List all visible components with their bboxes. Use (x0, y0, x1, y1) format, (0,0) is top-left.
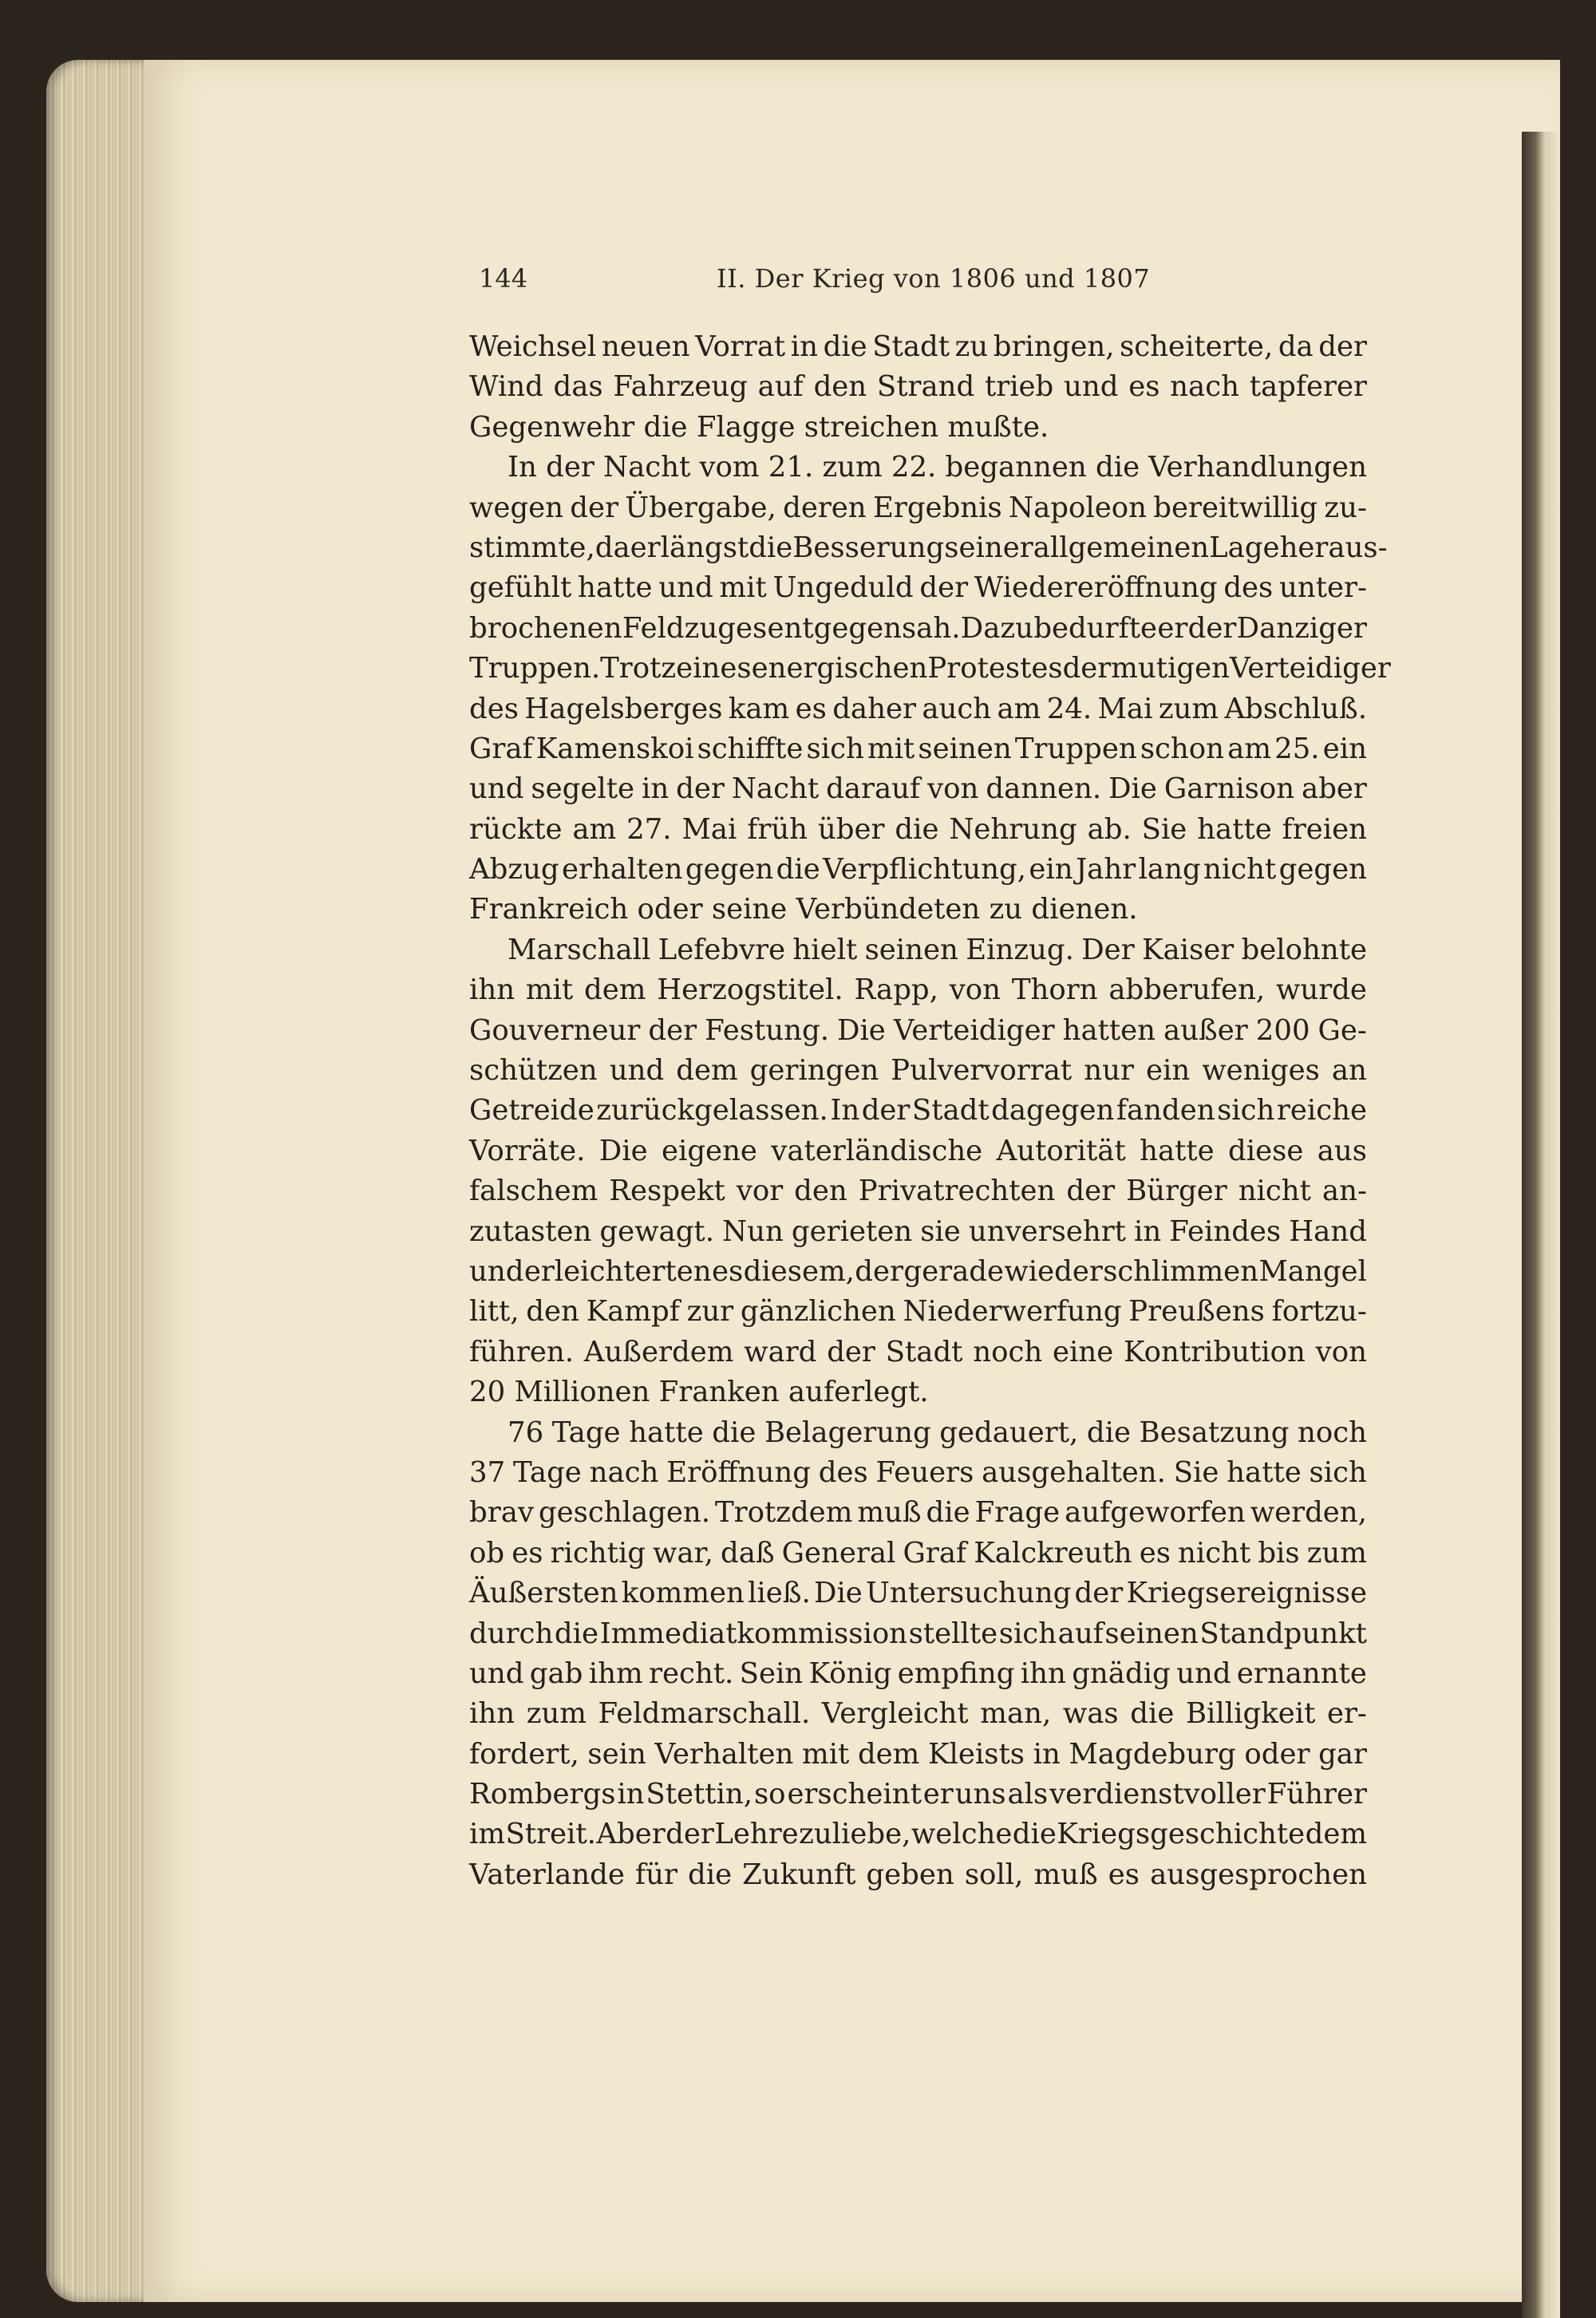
text-line: 20 Millionen Franken auferlegt. (469, 1376, 929, 1409)
text-line: ob es richtig war, daß General Graf Kalckreuth es nicht bis zum (469, 1536, 1367, 1570)
text-line: 37 Tage nach Eröffnung des Feuers ausgehalten. Sie hatte sich (469, 1455, 1367, 1489)
text-line: Vorräte. Die eigene vaterländische Autorität hatte diese aus (469, 1134, 1367, 1167)
text-line: zutasten gewagt. Nun gerieten sie unversehrt in Feindes Hand (469, 1214, 1367, 1248)
text-line: Vaterlande für die Zukunft geben soll, muß es ausgesprochen (469, 1858, 1367, 1891)
text-line: falschem Respekt vor den Privatrechten der Bürger nicht an- (469, 1175, 1367, 1208)
text-line: Graf Kamenskoi schiffte sich mit seinen Truppen schon am 25. ein (469, 732, 1367, 765)
text-line: und segelte in der Nacht darauf von dannen. Die Garnison aber (469, 772, 1367, 806)
text-line: führen. Außerdem ward der Stadt noch eine Kontribution von (469, 1335, 1367, 1368)
text-line: brav geschlagen. Trotzdem muß die Frage aufgeworfen werden, (469, 1496, 1367, 1530)
text-line: brochenen Feldzuges entgegensah. Dazu bedurfte er der Danziger (469, 611, 1367, 645)
text-line: und gab ihm recht. Sein König empfing ihn gnädig und ernannte (469, 1657, 1367, 1690)
text-line: Rombergs in Stettin, so erscheint er uns als verdienstvoller Führer (469, 1778, 1367, 1811)
running-title: II. Der Krieg von 1806 und 1807 (717, 263, 1151, 294)
text-line: im Streit. Aber der Lehre zuliebe, welche die Kriegsgeschichte dem (469, 1818, 1367, 1851)
text-line: gefühlt hatte und mit Ungeduld der Wiedereröffnung des unter- (469, 571, 1367, 605)
text-line: und erleichterten es diesem, der gerade wieder schlimmen Mangel (469, 1254, 1367, 1288)
text-line: Wind das Fahrzeug auf den Strand trieb und es nach tapferer (469, 370, 1367, 404)
text-line: Gouverneur der Festung. Die Verteidiger hatten außer 200 Ge- (469, 1013, 1367, 1047)
text-line: Äußersten kommen ließ. Die Untersuchung der Kriegsereignisse (469, 1577, 1367, 1610)
text-line: wegen der Übergabe, deren Ergebnis Napoleon bereitwillig zu- (469, 491, 1367, 524)
text-line: Gegenwehr die Flagge streichen mußte. (469, 410, 1049, 444)
text-line: ihn mit dem Herzogstitel. Rapp, von Thorn abberufen, wurde (469, 973, 1367, 1007)
page-number: 144 (479, 263, 528, 294)
text-line: schützen und dem geringen Pulvervorrat nur ein weniges an (469, 1054, 1367, 1088)
text-line: 76 Tage hatte die Belagerung gedauert, die Besatzung noch (508, 1416, 1367, 1449)
text-line: fordert, sein Verhalten mit dem Kleists in Magdeburg oder gar (469, 1737, 1367, 1771)
text-line: Abzug erhalten gegen die Verpflichtung, ein Jahr lang nicht gegen (469, 853, 1367, 887)
text-line: In der Nacht vom 21. zum 22. begannen die Verhandlungen (508, 451, 1367, 484)
text-line: Truppen. Trotz eines energischen Protestes der mutigen Verteidiger (469, 652, 1391, 685)
text-line: durch die Immediatkommission stellte sich auf seinen Standpunkt (469, 1617, 1367, 1650)
text-line: ihn zum Feldmarschall. Vergleicht man, was die Billigkeit er- (469, 1697, 1367, 1731)
text-line: Frankreich oder seine Verbündeten zu dienen. (469, 893, 1138, 926)
text-line: Marschall Lefebvre hielt seinen Einzug. Der Kaiser belohnte (508, 933, 1367, 966)
text-line: Weichsel neuen Vorrat in die Stadt zu bringen, scheiterte, da der (469, 330, 1367, 363)
text-line: Getreide zurückgelassen. In der Stadt dagegen fanden sich reiche (469, 1094, 1367, 1127)
text-line: stimmte, da er längst die Besserung seiner allgemeinen Lage heraus- (469, 531, 1388, 564)
book-gutter (1522, 132, 1560, 2318)
text-line: litt, den Kampf zur gänzlichen Niederwerfung Preußens fortzu- (469, 1295, 1367, 1329)
text-line: rückte am 27. Mai früh über die Nehrung ab. Sie hatte freien (469, 812, 1367, 846)
page-header (479, 263, 1365, 303)
text-line: des Hagelsberges kam es daher auch am 24. Mai zum Abschluß. (469, 692, 1367, 725)
body-text (469, 327, 1391, 1895)
